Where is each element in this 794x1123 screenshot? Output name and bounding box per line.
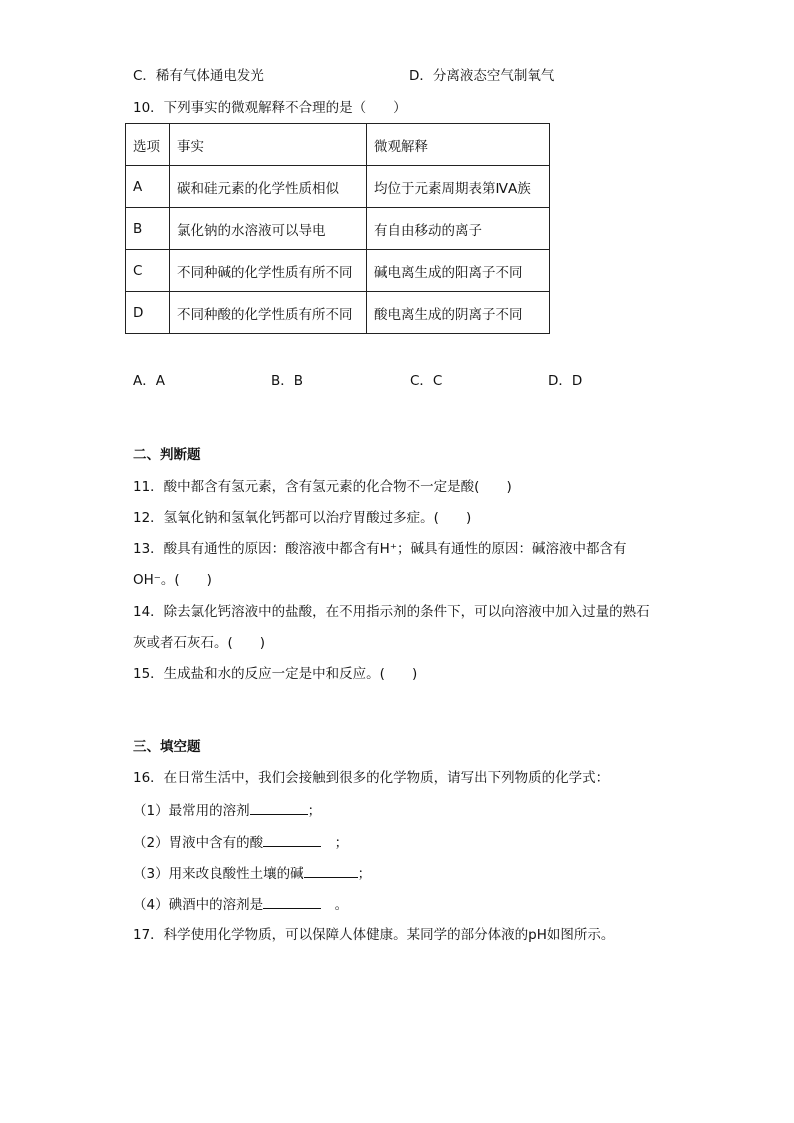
- table-row: [126, 166, 550, 208]
- answer-option-a: A．A: [133, 373, 165, 389]
- table-cell: 均位于元素周期表第ⅣA族: [367, 166, 550, 208]
- item-end: ；: [357, 866, 372, 882]
- answer-blank[interactable]: [304, 863, 358, 878]
- table-cell: 碳和硅元素的化学性质相似: [170, 166, 367, 208]
- question-12: 12．氢氧化钠和氢氧化钙都可以治疗胃酸过多症。( ): [133, 510, 472, 526]
- table-header-cell: 事实: [170, 124, 367, 166]
- question-14-line-1: 14．除去氯化钙溶液中的盐酸，在不用指示剂的条件下，可以向溶液中加入过量的熟石: [133, 604, 650, 620]
- question-16-item-4: [133, 894, 348, 914]
- table-row: [126, 208, 550, 250]
- table-cell: D: [126, 292, 170, 334]
- item-label: （2）胃液中含有的酸: [133, 835, 264, 851]
- table-header-row: [126, 124, 550, 166]
- item-label: （4）碘酒中的溶剂是: [133, 897, 264, 913]
- question-15: 15．生成盐和水的反应一定是中和反应。( ): [133, 666, 418, 682]
- item-label: （1）最常用的溶剂: [133, 803, 250, 819]
- table-row: [126, 250, 550, 292]
- section-title-judgement: 二、判断题: [133, 447, 201, 463]
- table-cell: C: [126, 250, 170, 292]
- section-title-fill-blank: 三、填空题: [133, 739, 201, 755]
- option-d: D．分离液态空气制氧气: [409, 68, 555, 84]
- table-cell: B: [126, 208, 170, 250]
- table-cell: 酸电离生成的阴离子不同: [367, 292, 550, 334]
- question-16: 16．在日常生活中，我们会接触到很多的化学物质，请写出下列物质的化学式：: [133, 770, 610, 786]
- item-end: 。: [321, 897, 349, 913]
- item-end: ；: [321, 835, 349, 851]
- item-end: ；: [307, 803, 322, 819]
- question-16-item-2: [133, 832, 348, 852]
- item-label: （3）用来改良酸性土壤的碱: [133, 866, 304, 882]
- answer-blank[interactable]: [263, 832, 321, 847]
- table-header-cell: 微观解释: [367, 124, 550, 166]
- answer-option-d: D．D: [548, 373, 583, 389]
- facts-table: [125, 123, 550, 334]
- table-header-cell: 选项: [126, 124, 170, 166]
- question-11: 11．酸中都含有氢元素，含有氢元素的化合物不一定是酸( ): [133, 479, 512, 495]
- question-16-item-3: [133, 863, 371, 883]
- question-17: 17．科学使用化学物质，可以保障人体健康。某同学的部分体液的pH如图所示。: [133, 927, 615, 943]
- question-16-item-1: [133, 800, 321, 820]
- question-10-stem: 10．下列事实的微观解释不合理的是（ ）: [133, 100, 407, 116]
- answer-option-c: C．C: [410, 373, 443, 389]
- table-cell: 氯化钠的水溶液可以导电: [170, 208, 367, 250]
- table-cell: A: [126, 166, 170, 208]
- answer-blank[interactable]: [263, 894, 321, 909]
- option-c: C．稀有气体通电发光: [133, 68, 264, 84]
- question-13-line-2: OH⁻。( ): [133, 572, 212, 588]
- question-14-line-2: 灰或者石灰石。( ): [133, 635, 266, 651]
- answer-option-b: B．B: [271, 373, 304, 389]
- question-13-line-1: 13．酸具有通性的原因：酸溶液中都含有H⁺；碱具有通性的原因：碱溶液中都含有: [133, 541, 627, 557]
- table-cell: 不同种碱的化学性质有所不同: [170, 250, 367, 292]
- table-row: [126, 292, 550, 334]
- table-cell: 碱电离生成的阳离子不同: [367, 250, 550, 292]
- table-cell: 有自由移动的离子: [367, 208, 550, 250]
- table-cell: 不同种酸的化学性质有所不同: [170, 292, 367, 334]
- answer-blank[interactable]: [250, 800, 308, 815]
